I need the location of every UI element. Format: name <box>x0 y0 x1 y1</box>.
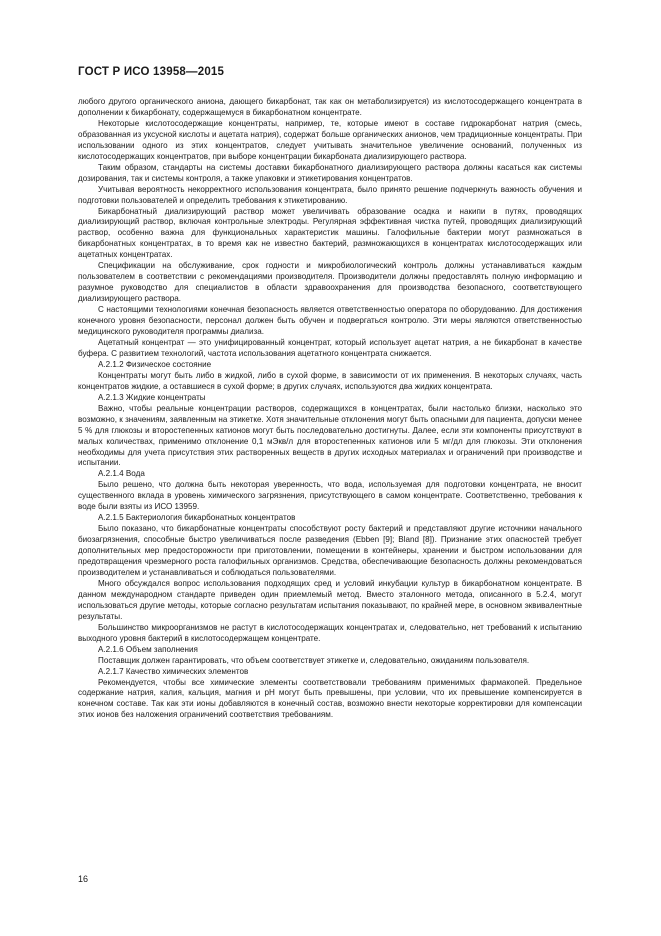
paragraph: Учитывая вероятность некорректного использования концентрата, было принято решение подчеркнуть важность обучения и подготовки пользователей и определить требования к этикетированию. <box>78 184 582 205</box>
paragraph: Спецификации на обслуживание, срок годности и микробиологический контроль должны устанавливаться каждым пользователем в соответствии с рекомендациями производителя. Производители должны предоставлять полную информацию и разумное руководство для специалистов в области здравоохранения для производства безопасного, соответствующего диализирующего раствора. <box>78 261 582 304</box>
section-heading: А.2.1.5 Бактериология бикарбонатных концентратов <box>98 513 296 523</box>
page-header-title: ГОСТ Р ИСО 13958—2015 <box>78 66 225 78</box>
section-heading: А.2.1.4 Вода <box>98 469 145 479</box>
paragraph: Концентраты могут быть либо в жидкой, либо в сухой форме, в зависимости от их применения. В некоторых случаях, часть концентратов жидкие, а оставшиеся в сухой форме; в других случаях, используются два жидких концентрата. <box>78 370 582 391</box>
paragraph: Ацетатный концентрат — это унифицированный концентрат, который использует ацетат натрия, а не бикарбонат в качестве буфера. С развитием технологий, частота использования ацетатного концентрата снижается. <box>78 337 582 358</box>
paragraph: Некоторые кислотосодержащие концентраты, например, те, которые имеют в составе гидрокарбонат натрия (смесь, образованная из уксусной кислоты и ацетата натрия), содержат больше органических анионов, чем традиционные концентраты. При использовании одного из этих концентратов, следует учитывать значительное увеличение оснований, полученных из кислотосодержащих концентратов, при выборе концентрации бикарбоната диализирующего раствора. <box>78 118 582 161</box>
paragraph: Большинство микроорганизмов не растут в кислотосодержащих концентратах и, следовательно, нет требований к испытанию выходного уровня бактерий в кислотосодержащем концентрате. <box>78 622 582 643</box>
paragraph: Было решено, что должна быть некоторая уверенность, что вода, используемая для подготовки концентрата, не вносит существенного вклада в уровень химического загрязнения, присутствующего в самом концентрате. Соответственно, требования к воде были взяты из ИСО 13959. <box>78 480 582 512</box>
paragraph: Рекомендуется, чтобы все химические элементы соответствовали требованиям применимых фармакопей. Предельное содержание натрия, калия, кальция, магния и pH могут быть превышены, при условии, что их превышение компенсируется в конечном составе. Так как эти ионы добавляются в конечный состав, возможно внести некоторые корректировки для компенсации этих ионов без наложения ограничений соответствия требованиям. <box>78 677 582 720</box>
section-heading: А.2.1.7 Качество химических элементов <box>98 666 249 676</box>
paragraph: Поставщик должен гарантировать, что объем соответствует этикетке и, следовательно, ожиданиям пользователя. <box>98 655 530 665</box>
paragraph: Много обсуждался вопрос использования подходящих сред и условий инкубации культур в бикарбонатном концентрате. В данном международном стандарте приведен один приемлемый метод. Вместо эталонного метода, описанного в 5.2.4, могут использоваться другие методы, которые согласно результатам испытания показывают, по крайней мере, в основном эквивалентные результаты. <box>78 578 582 621</box>
paragraph: Бикарбонатный диализирующий раствор может увеличивать образование осадка и накипи в путях, проводящих диализирующий раствор, включая контрольные электроды. Регулярная эффективная чистка путей, проводящих диализирующий раствор, особенно важна для функциональных характеристик машины. Галофильные бактерии могут размножаться в бикарбонатных концентратах, в то время как не известно бактерий, размножающихся в концентратах кислотосодержащих или ацетатных концентратах. <box>78 206 582 260</box>
paragraph: С настоящими технологиями конечная безопасность является ответственностью оператора по оборудованию. Для достижения конечного уровня безопасности, персонал должен быть обучен и подвергаться контролю. Эти меры являются ответственностью медицинского руководителя программы диализа. <box>78 305 582 337</box>
section-heading: А.2.1.2 Физическое состояние <box>98 359 212 369</box>
paragraph: Таким образом, стандарты на системы доставки бикарбонатного диализирующего раствора должны касаться как системы дозирования, так и системы контроля, а также упаковки и этикетирования концентратов. <box>78 162 582 183</box>
section-heading: А.2.1.3 Жидкие концентраты <box>98 392 206 402</box>
paragraph: Было показано, что бикарбонатные концентраты способствуют росту бактерий и представляют другие источники начального биозагрязнения, способные быстро увеличиваться после разведения (Ebben [9]; Bland [8]). Признание этих опасностей требует дополнительных мер предосторожности при приготовлении, помещении в контейнеры, хранении и быстром использовании для предотвращения чрезмерного роста галофильных организмов. Средства, обеспечивающие безопасность должны рекомендоваться производителем и устанавливаться и соблюдаться пользователями. <box>78 524 582 577</box>
page-number: 16 <box>78 874 89 884</box>
section-heading: А.2.1.6 Объем заполнения <box>98 644 198 654</box>
document-body <box>78 97 582 721</box>
paragraph: любого другого органического аниона, дающего бикарбонат, так как он метаболизируется) из кислотосодержащего концентрата в дополнении к бикарбонату, содержащемуся в бикарбонатном концентрате. <box>78 97 582 117</box>
paragraph: Важно, чтобы реальные концентрации растворов, содержащихся в концентратах, были настолько близки, насколько это возможно, к значениям, заявленным на этикетке. Хотя значительные отклонения могут быть опасными для пациента, допуски менее 5 % для глюкозы и второстепенных катионов могут быть последовательно достигнуты. Далее, если эти компоненты присутствуют в малых количествах, применимо отклонение 0,1 мЭкв/л для второстепенных катионов или 5 мг/дл для глюкозы. Эти отклонения необходимы для учета присутствия этих растворенных веществ в других исходных материалах и ограничений при производстве и испытании. <box>78 403 582 468</box>
